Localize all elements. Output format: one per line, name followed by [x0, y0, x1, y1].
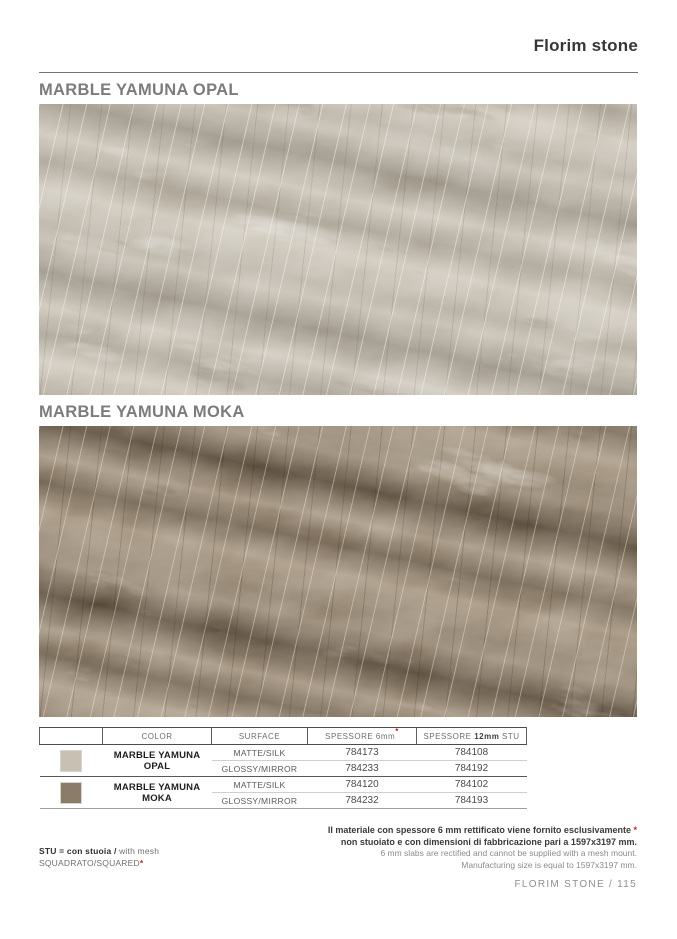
surface-cell: GLOSSY/MIRROR — [212, 793, 308, 809]
footnote-asterisk: * — [633, 825, 637, 835]
footnote-asterisk: * — [139, 858, 144, 869]
spessore-12mm-column-header: SPESSORE 12mm STU — [417, 728, 527, 745]
code-6mm-cell: 784120 — [308, 777, 417, 793]
code-12mm-cell: 784193 — [417, 793, 527, 809]
table-row — [40, 777, 527, 793]
product-spec-table — [39, 727, 527, 809]
footnote-asterisk: * — [395, 726, 399, 736]
squadrato-line: SQUADRATO/SQUARED* — [39, 858, 144, 869]
code-6mm-cell: 784232 — [308, 793, 417, 809]
product-title-moka: MARBLE YAMUNA MOKA — [39, 403, 245, 421]
swatch-cell — [40, 777, 103, 809]
slab-photo-moka — [39, 426, 637, 717]
spec-table-header-row — [40, 728, 527, 745]
surface-cell: GLOSSY/MIRROR — [212, 761, 308, 777]
surface-column-header: SURFACE — [212, 728, 308, 745]
code-12mm-cell: 784108 — [417, 745, 527, 761]
footnote-italian-line-1: Il materiale con spessore 6 mm rettificato viene fornito esclusivamente * — [327, 825, 637, 835]
page-number: FLORIM STONE / 115 — [514, 879, 637, 891]
spessore-6mm-column-header: SPESSORE 6mm* — [308, 728, 417, 745]
footnote-right — [328, 824, 637, 871]
table-row — [40, 745, 527, 761]
brand-title: Florim stone — [533, 36, 638, 55]
header-divider — [39, 72, 638, 73]
code-12mm-cell: 784102 — [417, 777, 527, 793]
swatch-column-header — [40, 728, 103, 745]
stu-legend-line: STU = con stuoia / with mesh — [39, 846, 160, 856]
swatch-opal — [60, 750, 82, 772]
product-name-cell: MARBLE YAMUNA OPAL — [103, 745, 212, 777]
catalog-page — [0, 36, 677, 939]
code-12mm-cell: 784192 — [417, 761, 527, 777]
swatch-moka — [60, 782, 82, 804]
footnote-italian-line-2: non stuoiato e con dimensioni di fabbricazione pari a 1597x3197 mm. — [340, 837, 637, 848]
footnote-left — [39, 824, 159, 870]
code-6mm-cell: 784233 — [308, 761, 417, 777]
marble-crack-layer — [39, 426, 637, 717]
slab-photo-opal — [39, 104, 637, 395]
product-title-opal: MARBLE YAMUNA OPAL — [39, 81, 239, 99]
swatch-cell — [40, 745, 103, 777]
surface-cell: MATTE/SILK — [212, 745, 308, 761]
marble-crack-layer — [39, 104, 637, 395]
footnote-english-line-2: Manufacturing size is equal to 1597x3197 mm. — [461, 859, 637, 870]
footnote-english-line-1: 6 mm slabs are rectified and cannot be supplied with a mesh mount. — [380, 848, 637, 859]
footnotes — [39, 824, 637, 871]
code-6mm-cell: 784173 — [308, 745, 417, 761]
surface-cell: MATTE/SILK — [212, 777, 308, 793]
color-column-header: COLOR — [103, 728, 212, 745]
product-name-cell: MARBLE YAMUNA MOKA — [103, 777, 212, 809]
